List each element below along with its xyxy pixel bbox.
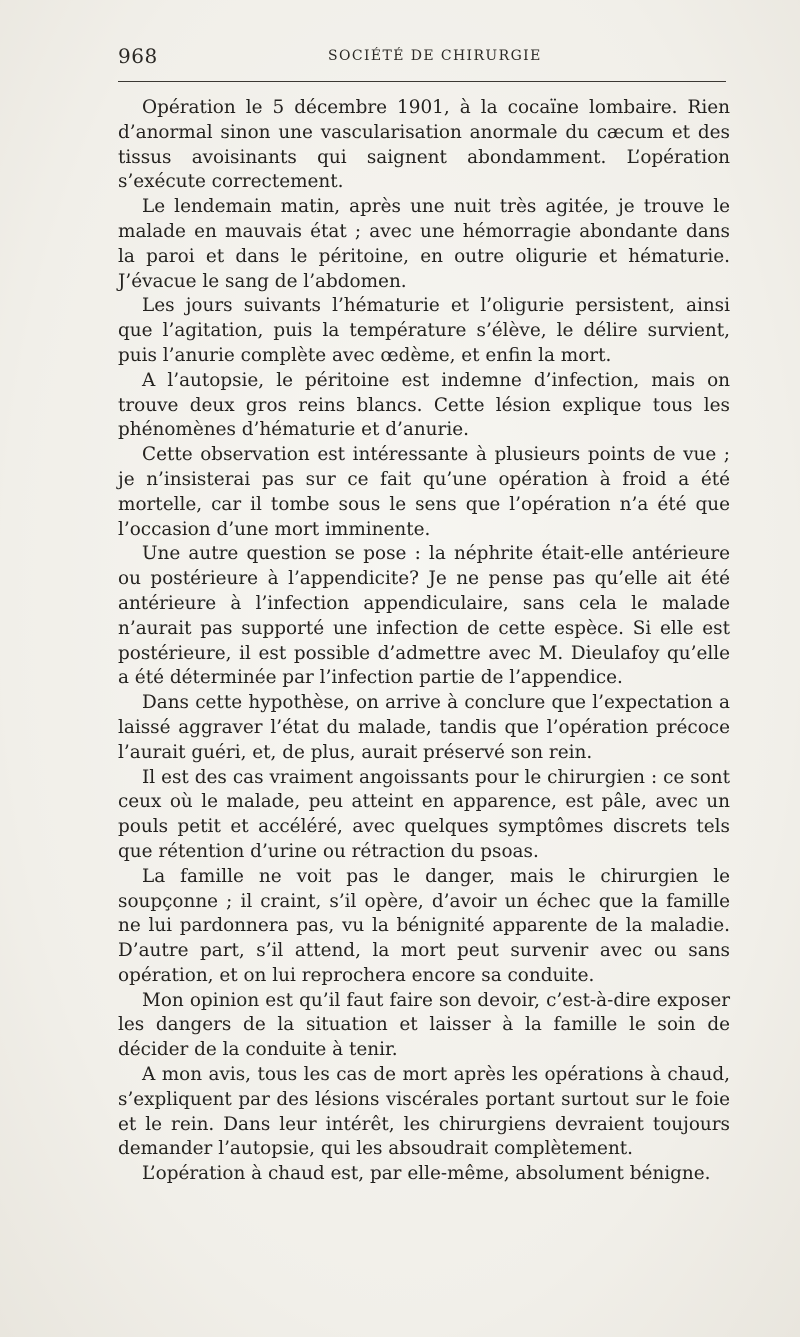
paragraph: Il est des cas vraiment angoissants pour le chirurgien : ce sont ceux où le malade, peu atteint en apparence, est pâle, avec un pouls petit et accéléré, avec quelques symptômes discrets tels que rétention d’urine ou rétraction du psoas. <box>118 766 730 862</box>
paragraph: Le lendemain matin, après une nuit très agitée, je trouve le malade en mauvais état ; avec une hémorragie abondante dans la paroi et dans le péritoine, en outre oligurie et hématurie. J’évacue le sang de l’abdomen. <box>118 196 730 292</box>
paragraph: A l’autopsie, le péritoine est indemne d’infection, mais on trouve deux gros reins blancs. Cette lésion explique tous les phénomènes d’hématurie et d’anurie. <box>118 369 730 441</box>
paragraph: A mon avis, tous les cas de mort après les opérations à chaud, s’expliquent par des lésions viscérales portant surtout sur le foie et le rein. Dans leur intérêt, les chirurgiens devraient toujours demander l’autopsie, qui les absoudrait complètement. <box>118 1064 730 1160</box>
page-number: 968 <box>118 44 158 68</box>
paragraph: Cette observation est intéressante à plusieurs points de vue ; je n’insisterai pas sur ce fait qu’une opération à froid a été mortelle, car il tombe sous le sens que l’opération n’a été que l’occasion d’une mort imminente. <box>118 444 730 540</box>
body-text <box>118 96 730 1187</box>
paragraph: Les jours suivants l’hématurie et l’oligurie persistent, ainsi que l’agitation, puis la température s’élève, le délire survient, puis l’anurie complète avec œdème, et enfin la mort. <box>118 295 730 366</box>
paragraph: Dans cette hypothèse, on arrive à conclure que l’expectation a laissé aggraver l’état du malade, tandis que l’opération précoce l’aurait guéri, et, de plus, aurait préservé son rein. <box>118 692 730 763</box>
paragraph: Une autre question se pose : la néphrite était-elle antérieure ou postérieure à l’appendicite? Je ne pense pas qu’elle ait été antérieure à l’infection appendiculaire, sans cela le malade n’aurait pas supporté une infection de cette espèce. Si elle est postérieure, il est possible d’admettre avec M. Dieulafoy qu’elle a été déterminée par l’infection partie de l’appendice. <box>118 543 730 689</box>
paragraph: Opération le 5 décembre 1901, à la cocaïne lombaire. Rien d’anormal sinon une vascularisation anormale du cæcum et des tissus avoisinants qui saignent abondamment. L’opération s’exécute correctement. <box>118 97 730 193</box>
paragraph: La famille ne voit pas le danger, mais le chirurgien le soupçonne ; il craint, s’il opère, d’avoir un échec que la famille ne lui pardonnera pas, vu la bénignité apparente de la maladie. D’autre part, s’il attend, la mort peut survenir avec ou sans opération, et on lui reprochera encore sa conduite. <box>118 865 730 986</box>
page-header <box>118 44 728 74</box>
running-title: SOCIÉTÉ DE CHIRURGIE <box>328 48 542 64</box>
paragraph: Mon opinion est qu’il faut faire son devoir, c’est-à-dire exposer les dangers de la situation et laisser à la famille le soin de décider de la conduite à tenir. <box>118 989 730 1061</box>
paragraph: L’opération à chaud est, par elle-même, absolument bénigne. <box>142 1163 711 1185</box>
header-divider <box>118 81 726 82</box>
